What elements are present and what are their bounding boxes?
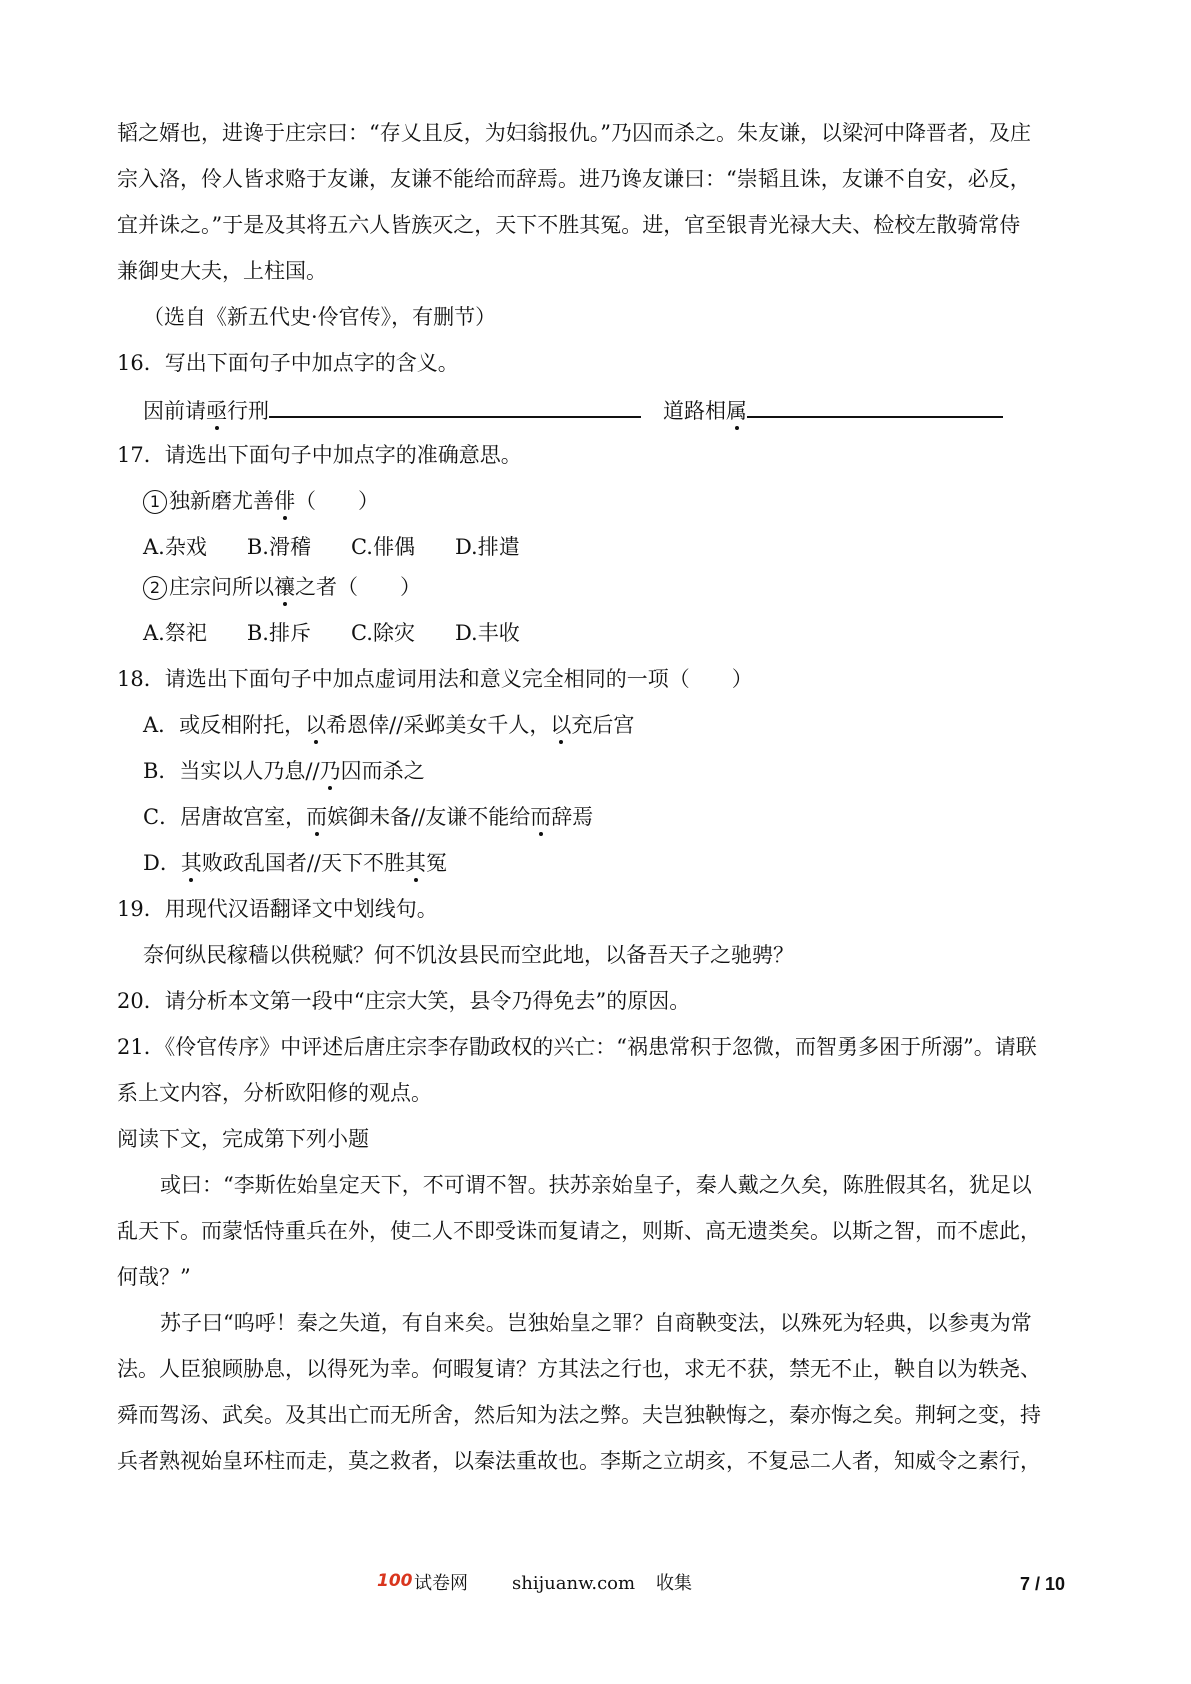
- q16-a-text: 因前请: [143, 399, 206, 423]
- passage-line: 何哉？”: [117, 1265, 191, 1289]
- passage-line: 宜并诛之。”于是及其将五六人皆族灭之，天下不胜其冤。进，官至银青光禄大夫、检校左散骑常侍: [117, 213, 1021, 237]
- dotted-char: 而: [306, 805, 328, 829]
- q17-options-2: [143, 618, 560, 648]
- dotted-char: 以: [550, 713, 572, 737]
- q17-s1-text: 独新磨尤善: [169, 489, 274, 513]
- option-text: 败政乱国者//天下不胜: [201, 851, 405, 875]
- option[interactable]: D.排遣: [454, 535, 520, 559]
- option-text: 希恩倖//采邺美女千人，: [326, 713, 551, 737]
- option[interactable]: D.丰收: [454, 621, 520, 645]
- passage-line: 乱天下。而蒙恬恃重兵在外，使二人不即受诛而复请之，则斯、高无遗类矣。以斯之智，而不虑此，: [117, 1219, 1041, 1243]
- dotted-char: 属: [726, 399, 747, 423]
- passage-line: 韬之婿也，进谗于庄宗曰：“存乂且反，为妇翁报仇。”乃囚而杀之。朱友谦，以梁河中降晋者，及庄: [117, 121, 1031, 145]
- passage-line: 兵者熟视始皇环柱而走，莫之救者，以秦法重故也。李斯之立胡亥，不复忌二人者，知威令之素行，: [117, 1449, 1041, 1473]
- answer-blank[interactable]: [269, 394, 641, 418]
- passage-line: 舜而驾汤、武矣。及其出亡而无所舍，然后知为法之弊。夫岂独鞅悔之，秦亦悔之矣。荆轲之变，持: [117, 1403, 1041, 1427]
- answer-blank[interactable]: [747, 394, 1003, 418]
- option-text: C．居唐故宫室，: [143, 805, 307, 829]
- page-footer: [0, 1569, 1191, 1599]
- q18-option-a[interactable]: [143, 710, 634, 740]
- dotted-char: 亟: [206, 399, 227, 423]
- q16-a-text: 行刑: [227, 399, 269, 423]
- passage-line: 苏子曰“呜呼！秦之失道，有自来矣。岂独始皇之罪？自商鞅变法，以殊死为轻典，以参夷为常: [160, 1311, 1032, 1335]
- option-text: 辞焉: [551, 805, 594, 829]
- answer-paren[interactable]: 之者（ ）: [295, 575, 421, 599]
- reading-intro: 阅读下文，完成第下列小题: [117, 1127, 369, 1151]
- q18-option-d[interactable]: [143, 848, 447, 878]
- dotted-char: 其: [180, 851, 202, 875]
- option[interactable]: C.俳偶: [350, 535, 415, 559]
- option-text: A．或反相附托，: [143, 713, 306, 737]
- option-text: D．: [143, 851, 181, 875]
- site-name: 试卷网: [414, 1573, 468, 1594]
- q17-sentence-1: [143, 486, 379, 516]
- dotted-char: 以: [305, 713, 327, 737]
- q17-sentence-2: [143, 572, 421, 602]
- question-16-items: [143, 394, 1003, 426]
- circled-number: 2: [143, 576, 167, 600]
- q18-option-c[interactable]: [143, 802, 593, 832]
- collect-label: 收集: [656, 1573, 692, 1594]
- question-19-title: 19．用现代汉语翻译文中划线句。: [117, 897, 438, 921]
- question-20: 20．请分析本文第一段中“庄宗大笑，县令乃得免去”的原因。: [117, 989, 691, 1013]
- question-18-title: 18．请选出下面句子中加点虚词用法和意义完全相同的一项（ ）: [117, 667, 753, 691]
- passage-line: 兼御史大夫，上柱国。: [117, 259, 327, 283]
- option[interactable]: B.排斥: [246, 621, 311, 645]
- q17-options-1: [143, 532, 560, 562]
- passage-line: 或曰：“李斯佐始皇定天下，不可谓不智。扶苏亲始皇子，秦人戴之久矣，陈胜假其名，犹足以: [160, 1173, 1032, 1197]
- dotted-char: 禳: [274, 575, 295, 599]
- site-domain[interactable]: shijuanw.com: [512, 1573, 636, 1594]
- answer-paren[interactable]: （ ）: [295, 489, 379, 513]
- passage-line: 宗入洛，伶人皆求赂于友谦，友谦不能给而辞焉。进乃谗友谦曰：“崇韬且诛，友谦不自安，必反，: [117, 167, 1031, 191]
- question-19-sentence: 奈何纵民稼穑以供税赋？何不饥汝县民而空此地，以备吾天子之驰骋？: [143, 943, 794, 967]
- question-17-title: 17．请选出下面句子中加点字的准确意思。: [117, 443, 522, 467]
- dotted-char: 乃: [319, 759, 341, 783]
- q16-b-text: 道路相: [663, 399, 726, 423]
- site-logo: 100: [377, 1571, 413, 1591]
- q17-s2-text: 庄宗问所以: [169, 575, 274, 599]
- dotted-char: 而: [530, 805, 552, 829]
- option[interactable]: A.祭祀: [143, 621, 207, 645]
- option[interactable]: A.杂戏: [143, 535, 207, 559]
- dotted-char: 俳: [274, 489, 295, 513]
- option-text: B．当实以人乃息//: [143, 759, 320, 783]
- dotted-char: 其: [405, 851, 426, 875]
- option-text: 囚而杀之: [340, 759, 425, 783]
- question-21-line: 系上文内容，分析欧阳修的观点。: [117, 1081, 432, 1105]
- option-text: 冤: [426, 851, 447, 875]
- source-citation: （选自《新五代史·伶官传》，有删节）: [143, 305, 497, 329]
- question-16-title: 16．写出下面句子中加点字的含义。: [117, 351, 459, 375]
- option-text: 充后宫: [571, 713, 635, 737]
- option[interactable]: B.滑稽: [246, 535, 311, 559]
- circled-number: 1: [143, 490, 167, 514]
- q18-option-b[interactable]: [143, 756, 425, 786]
- question-21-line: 21．《伶官传序》中评述后唐庄宗李存勖政权的兴亡：“祸患常积于忽微，而智勇多困于所溺”。请联: [117, 1035, 1037, 1059]
- page-number: 7 / 10: [1020, 1574, 1066, 1594]
- option[interactable]: C.除灾: [350, 621, 415, 645]
- option-text: 嫔御未备//友谦不能给: [327, 805, 531, 829]
- passage-line: 法。人臣狼顾胁息，以得死为幸。何暇复请？方其法之行也，求无不获，禁无不止，鞅自以为轶尧、: [117, 1357, 1041, 1381]
